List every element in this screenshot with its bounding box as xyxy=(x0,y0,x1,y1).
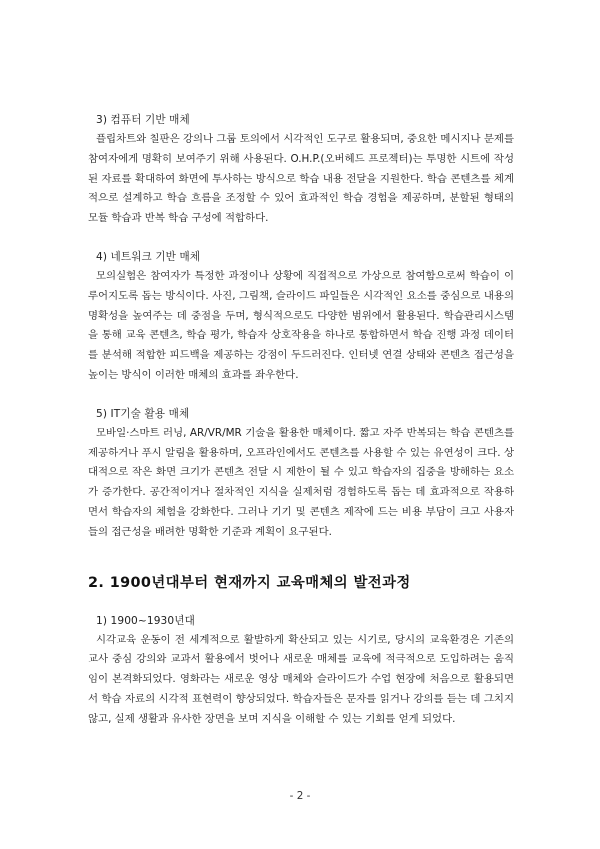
section-1900-1930 xyxy=(88,613,514,730)
section-heading: 5) IT기술 활용 매체 xyxy=(96,407,190,420)
section-heading: 3) 컴퓨터 기반 매체 xyxy=(96,114,190,126)
section-it-media xyxy=(88,406,514,543)
section-heading: 1) 1900~1930년대 xyxy=(96,614,195,627)
chapter-title: 2. 1900년대부터 현재까지 교육매체의 발전과정 xyxy=(88,574,411,591)
document-page xyxy=(88,112,514,730)
section-computer-media xyxy=(88,112,514,229)
section-paragraph: 시각교육 운동이 전 세계적으로 활발하게 확산되고 있는 시기로, 당시의 교육환경은 기존의 교사 중심 강의와 교과서 활용에서 벗어나 새로운 매체를 교육에 적극적으로 도입하려는 움직임이 본격화되었다. 영화라는 새로운 영상 매체와 슬라이드가 수업 현장에 처음으로 활용되면서 학습 자료의 시각적 표현력이 향상되었다. 학습자들은 문자를 읽거나 강의를 듣는 데 그치지 않고, 실제 생활과 유사한 장면을 보며 지식을 이해할 수 있는 기회를 얻게 되었다. xyxy=(88,633,514,725)
section-paragraph: 모바일·스마트 러닝, AR/VR/MR 기술을 활용한 매체이다. 짧고 자주 반복되는 학습 콘텐츠를 제공하거나 푸시 알림을 활용하며, 오프라인에서도 콘텐츠를 사용할 수 있는 유연성이 크다. 상대적으로 작은 화면 크기가 콘텐츠 전달 시 제한이 될 수 있고 학습자의 집중을 방해하는 요소가 증가한다. 공간적이거나 절차적인 지식을 실제처럼 경험하도록 돕는 데 효과적으로 작용하면서 학습자의 체험을 강화한다. 그러나 기기 및 콘텐츠 제작에 드는 비용 부담이 크고 사용자들의 접근성을 배려한 명확한 기준과 계획이 요구된다. xyxy=(88,426,514,538)
section-heading: 4) 네트워크 기반 매체 xyxy=(96,250,201,263)
page-number: - 2 - xyxy=(289,790,311,802)
section-paragraph: 모의실험은 참여자가 특정한 과정이나 상황에 직접적으로 가상으로 참여함으로써 학습이 이루어지도록 돕는 방식이다. 사진, 그림책, 슬라이드 파일들은 시각적인 요소를 중심으로 내용의 명확성을 높여주는 데 중점을 두며, 형식적으로도 다양한 범위에서 활용된다. 학습관리시스템을 통해 교육 콘텐츠, 학습 평가, 학습자 상호작용을 하나로 통합하면서 학습 진행 과정 데이터를 분석해 적합한 피드백을 제공하는 강점이 두드러진다. 인터넷 연결 상태와 콘텐츠 접근성을 높이는 방식이 이러한 매체의 효과를 좌우한다. xyxy=(88,269,514,381)
section-paragraph: 플립차트와 칠판은 강의나 그룹 토의에서 시각적인 도구로 활용되며, 중요한 메시지나 문제를 참여자에게 명확히 보여주기 위해 사용된다. O.H.P.(오버헤드 프로젝터)는 투명한 시트에 작성된 자료를 확대하여 화면에 투사하는 방식으로 학습 내용 전달을 지원한다. 학습 콘텐츠를 체계적으로 설계하고 학습 흐름을 조정할 수 있어 효과적인 학습 경험을 제공하며, 분할된 형태의 모듈 학습과 반복 학습 구성에 적합하다. xyxy=(88,133,514,225)
section-network-media xyxy=(88,249,514,386)
